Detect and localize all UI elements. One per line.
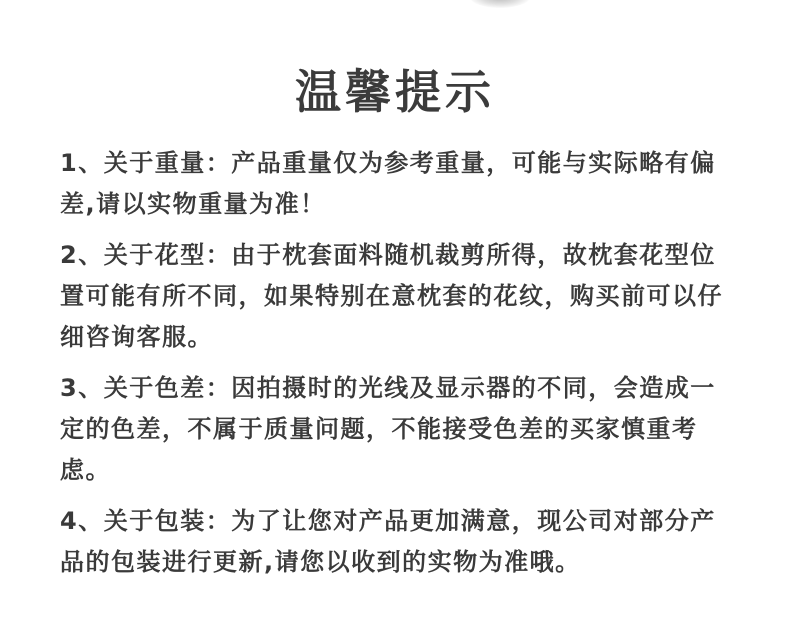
note-packaging: 4、关于包装：为了让您对产品更加满意，现公司对部分产品的包装进行更新,请您以收到的实物为准哦。 (60, 507, 716, 576)
note-color-difference: 3、关于色差：因拍摄时的光线及显示器的不同，会造成一定的色差，不属于质量问题，不能接受色差的买家慎重考虑。 (60, 374, 716, 484)
note-pattern: 2、关于花型：由于枕套面料随机裁剪所得，故枕套花型位置可能有所不同，如果特别在意枕套的花纹，购买前可以仔细咨询客服。 (60, 241, 723, 351)
top-decoration (470, 0, 530, 8)
note-weight: 1、关于重量：产品重量仅为参考重量，可能与实际略有偏差,请以实物重量为准！ (60, 149, 716, 218)
notes-list (60, 143, 740, 593)
page-title: 温馨提示 (295, 65, 495, 119)
